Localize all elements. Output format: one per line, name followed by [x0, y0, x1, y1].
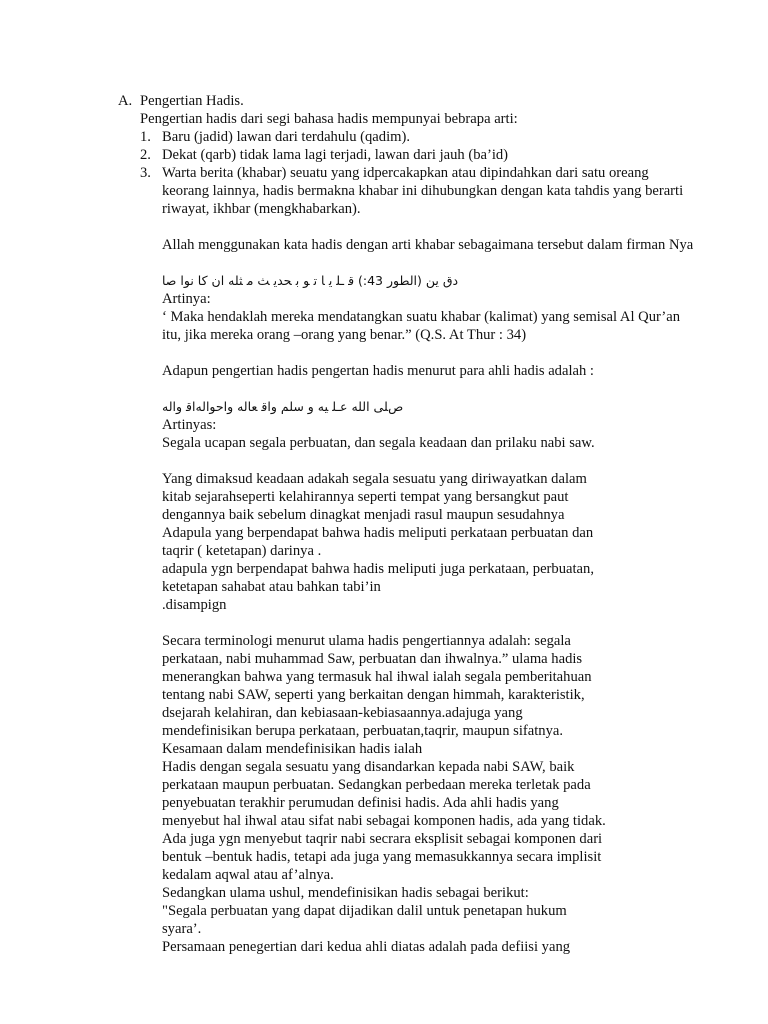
paragraph-line: Kesamaan dalam mendefinisikan hadis ialah	[162, 741, 423, 757]
paragraph-line: perkataan maupun perbuatan. Sedangkan perbedaan mereka terletak pada	[162, 777, 591, 793]
paragraph-line: penyebuatan terakhir perumudan definisi hadis. Ada ahli hadis yang	[162, 795, 559, 811]
paragraph-line: ketetapan sahabat atau bahkan tabi’in	[162, 579, 381, 595]
list-number: 3.	[140, 165, 151, 181]
paragraph-line: Ada juga ygn menyebut taqrir nabi secrara eksplisit sebagai komponen dari	[162, 831, 603, 847]
paragraph-line: dengannya baik sebelum dinagkat menjadi rasul maupun sesudahnya	[162, 507, 565, 523]
paragraph-line: bentuk –bentuk hadis, tetapi ada juga yang memasukkannya secara implisit	[162, 849, 602, 865]
paragraph-line: kitab sejarahseperti kelahirannya seperti tempat yang bersangkut paut	[162, 489, 569, 505]
spacer	[118, 344, 698, 362]
paragraph-line: Hadis dengan segala sesuatu yang disandarkan kepada nabi SAW, baik	[162, 759, 575, 775]
document-body	[118, 92, 698, 956]
paragraph-line: syara’.	[162, 921, 202, 937]
paragraph-line: tentang nabi SAW, seperti yang berkaitan dengan himmah, karakteristik,	[162, 687, 585, 703]
keadaan-paragraph	[162, 470, 698, 614]
list-number: 2.	[140, 147, 151, 163]
quote-translation: ‘ Maka hendaklah mereka mendatangkan suatu khabar (kalimat) yang semisal Al Qur’an itu, jika mereka orang –orang yang benar.” (Q.S. At Thur : 34)	[162, 309, 681, 343]
paragraph-line: adapula ygn berpendapat bahwa hadis meliputi juga perkataan, perbuatan,	[162, 561, 594, 577]
section-marker: A.	[118, 93, 133, 109]
list-item	[140, 128, 698, 146]
paragraph-line: dsejarah kelahiran, dan kebiasaan-kebiasaannya.adajuga yang	[162, 705, 523, 721]
paragraph-line: mendefinisikan berupa perkataan, perbuatan,taqrir, maupun sifatnya.	[162, 723, 563, 739]
terminologi-paragraph	[162, 632, 698, 956]
spacer	[118, 614, 698, 632]
paragraph-line: "Segala perbuatan yang dapat dijadikan dalil untuk penetapan hukum	[162, 903, 567, 919]
spacer	[118, 218, 698, 236]
artinya-label: Artinya:	[162, 291, 211, 307]
artinyas-label: Artinyas:	[162, 417, 217, 433]
segala-translation: Segala ucapan segala perbuatan, dan segala keadaan dan prilaku nabi saw.	[162, 435, 595, 451]
paragraph-line: perkataan, nabi muhammad Saw, perbuatan dan ihwalnya.” ulama hadis	[162, 651, 583, 667]
paragraph-line: menyebut hal ihwal atau sifat nabi sebagai komponen hadis, ada yang tidak.	[162, 813, 606, 829]
spacer	[118, 452, 698, 470]
paragraph-line: .disampign	[162, 597, 227, 613]
list-item	[140, 164, 698, 218]
list-item	[140, 146, 698, 164]
adapun-paragraph: Adapun pengertian hadis pengertan hadis menurut para ahli hadis adalah :	[162, 363, 594, 379]
paragraph-line: Persamaan penegertian dari kedua ahli diatas adalah pada defiisi yang	[162, 939, 571, 955]
list-text: Baru (jadid) lawan dari terdahulu (qadim).	[162, 129, 411, 145]
paragraph-line: Secara terminologi menurut ulama hadis pengertiannya adalah: segala	[162, 633, 571, 649]
list-text: Warta berita (khabar) seuatu yang idpercakapkan atau dipindahkan dari satu oreang keorang lainnya, hadis bermakna khabar ini dihubungkan dengan kata tahdis yang berarti riwayat, ikhbar (mengkhabarkan).	[162, 165, 684, 217]
intro-text: Pengertian hadis dari segi bahasa hadis mempunyai bebrapa arti:	[140, 111, 518, 127]
paragraph-line: taqrir ( ketetapan) darinya .	[162, 543, 322, 559]
spacer	[118, 380, 698, 398]
meaning-list	[140, 128, 698, 218]
list-number: 1.	[140, 129, 151, 145]
allah-paragraph: Allah menggunakan kata hadis dengan arti khabar sebagaimana tersebut dalam firman Nya	[162, 237, 694, 253]
paragraph-line: Adapula yang berpendapat bahwa hadis meliputi perkataan perbuatan dan	[162, 525, 594, 541]
section-heading	[118, 92, 698, 110]
spacer	[118, 254, 698, 272]
paragraph-line: Yang dimaksud keadaan adakah segala sesuatu yang diriwayatkan dalam	[162, 471, 587, 487]
list-text: Dekat (qarb) tidak lama lagi terjadi, lawan dari jauh (ba’id)	[162, 147, 509, 163]
paragraph-line: Sedangkan ulama ushul, mendefinisikan hadis sebagai berikut:	[162, 885, 529, 901]
arabic-verse: دق ين (الطور 43:) ﻗ ـﻠ ﻳ ﺎ ﺗ ﻮ ﺑ ﺤﺪﻳ ﺚ ﻣ ﺜﻠﻪ ان ﻛﺎ ﻧﻮا ﺻﺎ	[162, 273, 459, 288]
section-title: Pengertian Hadis.	[140, 93, 244, 109]
paragraph-line: menerangkan bahwa yang termasuk hal ihwal ialah segala pemberitahuan	[162, 669, 592, 685]
arabic-definition: صﻠﻰ الله عـﻠ ﻴﻪ و ﺳﻠﻢ واﻗ ﻌﺎﻟﻪ واﺣﻮاﻟﻪاﻗ واﻟﻪ	[162, 399, 404, 414]
paragraph-line: kedalam aqwal atau af’alnya.	[162, 867, 334, 883]
